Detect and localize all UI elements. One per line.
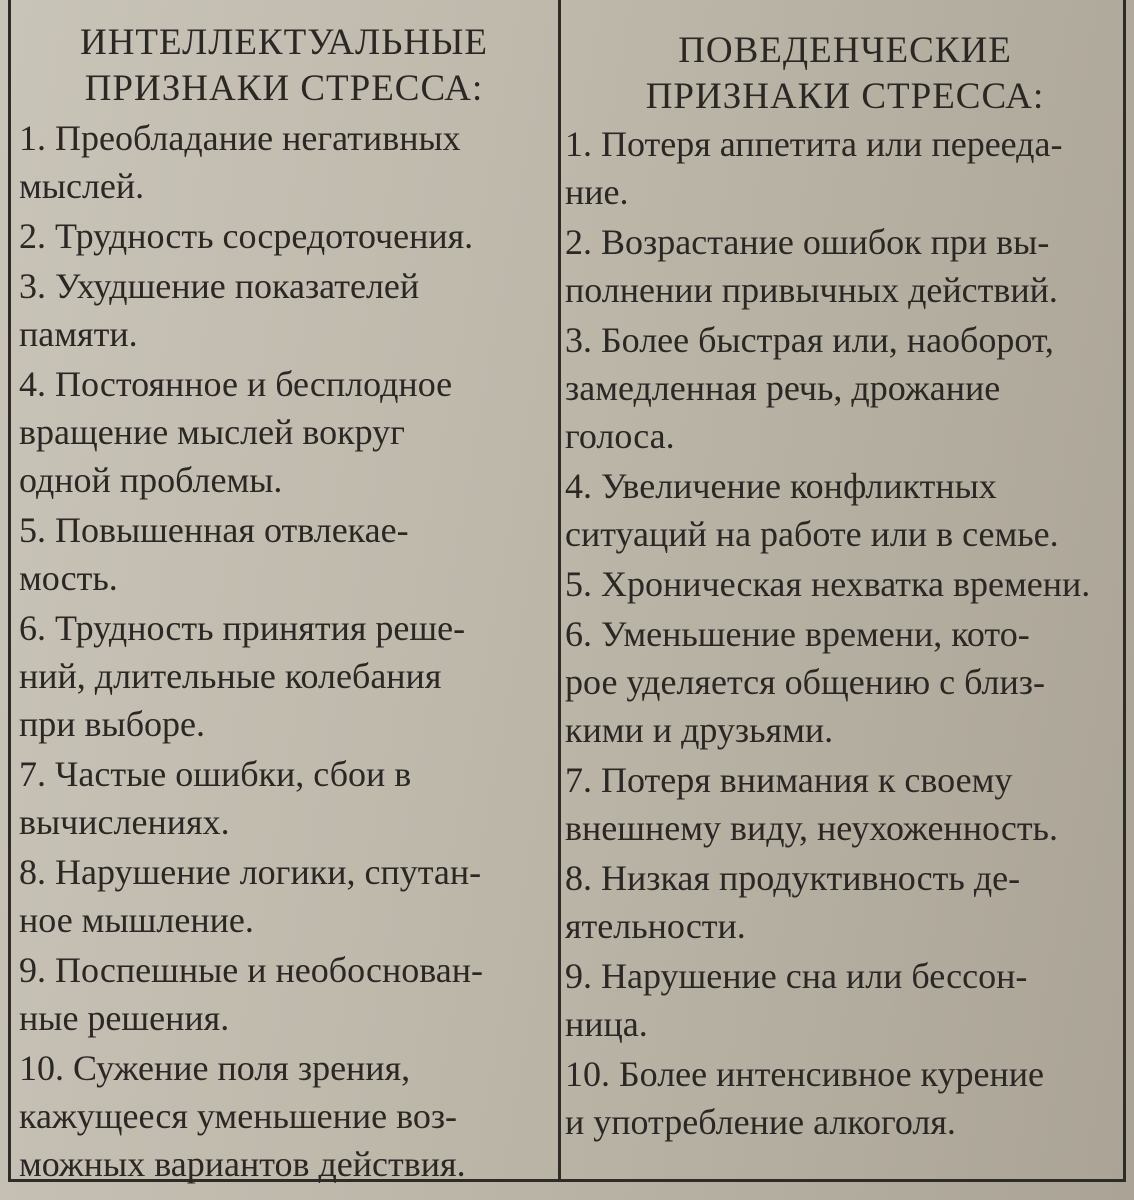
- list-item-line: памяти.: [19, 314, 138, 354]
- list-item-line: ница.: [565, 1004, 648, 1044]
- list-item-line: внешнему виду, неухоженность.: [565, 808, 1058, 848]
- list-item: [565, 952, 1125, 1048]
- list-item: [565, 462, 1125, 558]
- list-item-line: вращение мыслей вокруг: [19, 412, 405, 452]
- list-item: [565, 218, 1125, 314]
- list-item-line: полнении привычных действий.: [565, 270, 1058, 310]
- list-item: [19, 604, 549, 748]
- list-item-line: 9. Поспешные и необоснован-: [19, 950, 483, 990]
- behavioral-signs-column: [565, 0, 1125, 1146]
- list-item-line: 2. Трудность сосредоточения.: [19, 216, 474, 256]
- behavioral-signs-list: [565, 120, 1125, 1146]
- list-item: [19, 114, 549, 210]
- list-item-line: кажущееся уменьшение воз-: [19, 1096, 458, 1136]
- list-item-line: ние.: [565, 172, 629, 212]
- list-item: [565, 1050, 1125, 1146]
- list-item-line: 8. Нарушение логики, спутан-: [19, 852, 482, 892]
- list-item-line: ные решения.: [19, 998, 230, 1038]
- list-item-line: 6. Уменьшение времени, кото-: [565, 614, 1030, 654]
- list-item: [565, 854, 1125, 950]
- list-item-line: голоса.: [565, 416, 675, 456]
- list-item-line: 9. Нарушение сна или бессон-: [565, 956, 1028, 996]
- list-item-line: 6. Трудность принятия реше-: [19, 608, 466, 648]
- list-item: [19, 360, 549, 504]
- list-item-line: мость.: [19, 558, 118, 598]
- stress-signs-table: [8, 0, 1126, 1182]
- column-divider: [558, 0, 561, 1182]
- list-item-line: 1. Преобладание негативных: [19, 118, 461, 158]
- list-item-line: ситуаций на работе или в семье.: [565, 514, 1059, 554]
- list-item-line: 3. Ухудшение показателей: [19, 266, 420, 306]
- list-item: [19, 212, 549, 260]
- list-item-line: вычислениях.: [19, 802, 230, 842]
- list-item: [565, 756, 1125, 852]
- intellectual-signs-list: [19, 114, 549, 1188]
- list-item-line: 1. Потеря аппетита или перееда-: [565, 124, 1063, 164]
- list-item-line: 7. Частые ошибки, сбои в: [19, 754, 412, 794]
- list-item: [19, 1044, 549, 1188]
- list-item: [19, 750, 549, 846]
- intellectual-signs-heading: ИНТЕЛЛЕКТУАЛЬНЫЕ ПРИЗНАКИ СТРЕССА:: [79, 22, 488, 109]
- list-item-line: при выборе.: [19, 704, 206, 744]
- list-item-line: одной проблемы.: [19, 460, 283, 500]
- list-item-line: ное мышление.: [19, 900, 254, 940]
- list-item-line: 3. Более быстрая или, наоборот,: [565, 320, 1054, 360]
- list-item: [565, 120, 1125, 216]
- list-item-line: 7. Потеря внимания к своему: [565, 760, 1013, 800]
- list-item-line: замедленная речь, дрожание: [565, 368, 1001, 408]
- list-item: [565, 560, 1125, 608]
- list-item-line: и употребление алкоголя.: [565, 1102, 956, 1142]
- list-item-line: 2. Возрастание ошибок при вы-: [565, 222, 1050, 262]
- list-item-line: можных вариантов действия.: [19, 1144, 466, 1184]
- list-item-line: 10. Более интенсивное курение: [565, 1054, 1045, 1094]
- list-item-line: мыслей.: [19, 166, 145, 206]
- list-item: [565, 316, 1125, 460]
- list-item-line: 5. Хроническая нехватка времени.: [565, 564, 1091, 604]
- list-item-line: рое уделяется общению с близ-: [565, 662, 1045, 702]
- list-item-line: 10. Сужение поля зрения,: [19, 1048, 411, 1088]
- list-item-line: ний, длительные колебания: [19, 656, 442, 696]
- list-item: [565, 610, 1125, 754]
- intellectual-signs-column: [19, 0, 549, 1188]
- list-item: [19, 506, 549, 602]
- list-item-line: ятельности.: [565, 906, 746, 946]
- list-item: [19, 946, 549, 1042]
- list-item-line: кими и друзьями.: [565, 710, 834, 750]
- list-item-line: 5. Повышенная отвлекае-: [19, 510, 409, 550]
- list-item: [19, 848, 549, 944]
- list-item-line: 8. Низкая продуктивность де-: [565, 858, 1021, 898]
- list-item-line: 4. Увеличение конфликтных: [565, 466, 997, 506]
- list-item: [19, 262, 549, 358]
- behavioral-signs-heading: ПОВЕДЕНЧЕСКИЕ ПРИЗНАКИ СТРЕССА:: [645, 30, 1045, 117]
- list-item-line: 4. Постоянное и бесплодное: [19, 364, 453, 404]
